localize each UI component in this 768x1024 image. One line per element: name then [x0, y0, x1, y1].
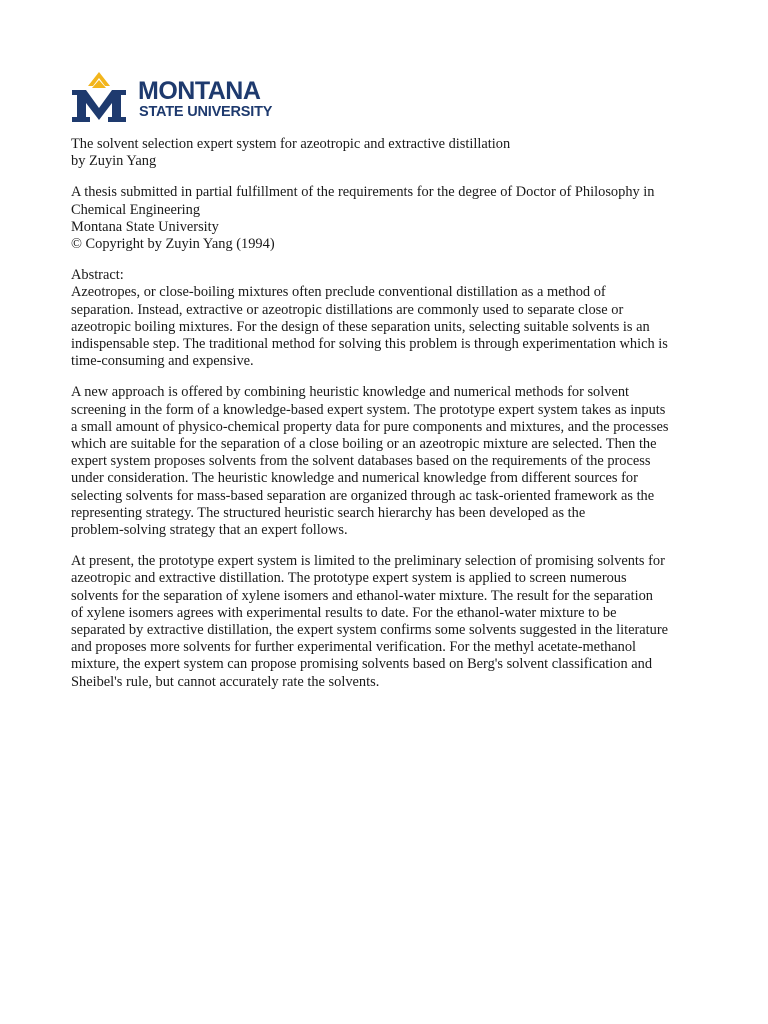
thesis-info-line: A thesis submitted in partial fulfillment of the requirements for the degree of Doctor of Philosophy in [71, 184, 655, 201]
thesis-info-line: Montana State University [71, 218, 219, 235]
abstract-line: which are suitable for the separation of a close boiling or an azeotropic mixture are selected. Then the [71, 436, 657, 453]
thesis-info-line: Chemical Engineering [71, 201, 201, 218]
logo-wordmark-montana: MONTANA [138, 77, 261, 105]
abstract-line: time-consuming and expensive. [71, 353, 254, 370]
abstract-line: indispensable step. The traditional method for solving this problem is through experimentation which is [71, 336, 668, 353]
thesis-title: The solvent selection expert system for azeotropic and extractive distillation [71, 136, 511, 152]
abstract-line: At present, the prototype expert system is limited to the preliminary selection of promising solvents for [71, 553, 665, 570]
abstract-line: of xylene isomers agrees with experimental results to date. For the ethanol-water mixture to be [71, 604, 617, 621]
abstract-paragraph-2 [71, 384, 701, 539]
abstract-line: Sheibel's rule, but cannot accurately rate the solvents. [71, 673, 380, 690]
abstract-line: problem-solving strategy that an expert follows. [71, 522, 348, 539]
abstract-line: solvents for the separation of xylene isomers and ethanol-water mixture. The result for the separation [71, 587, 653, 604]
thesis-copyright: © Copyright by Zuyin Yang (1994) [71, 236, 275, 253]
abstract-line: A new approach is offered by combining heuristic knowledge and numerical methods for solvent [71, 384, 630, 401]
abstract-line: Azeotropes, or close-boiling mixtures often preclude conventional distillation as a method of [71, 284, 606, 301]
abstract-line: separation. Instead, extractive or azeotropic distillations are commonly used to separate close or [71, 301, 624, 318]
abstract-line: azeotropic boiling mixtures. For the design of these separation units, selecting suitable solvents is an [71, 318, 650, 335]
university-logo [70, 72, 273, 124]
abstract-line: a small amount of physico-chemical property data for pure components and mixtures, and the processes [71, 418, 669, 435]
abstract-line: representing strategy. The structured heuristic search hierarchy has been developed as the [71, 504, 586, 521]
abstract-line: and proposes more solvents for further experimental verification. For the methyl acetate-methanol [71, 639, 637, 656]
thesis-info-block [71, 184, 701, 253]
abstract-line: selecting solvents for mass-based separation are organized through ac task-oriented framework as the [71, 487, 655, 504]
abstract-label: Abstract: [71, 267, 124, 284]
abstract-line: separated by extractive distillation, the expert system confirms some solvents suggested in the literature [71, 622, 669, 639]
abstract-paragraph-1 [71, 267, 701, 370]
abstract-line: under consideration. The heuristic knowledge and numerical knowledge from different sources for [71, 470, 638, 487]
abstract-line: mixture, the expert system can propose promising solvents based on Berg's solvent classification and [71, 656, 653, 673]
montana-m-logo-icon [70, 72, 128, 124]
document-body [71, 136, 701, 705]
abstract-line: azeotropic and extractive distillation. The prototype expert system is applied to screen numerous [71, 570, 627, 587]
title-block [71, 136, 701, 170]
abstract-paragraph-3 [71, 553, 701, 691]
thesis-author: by Zuyin Yang [71, 153, 157, 170]
abstract-line: screening in the form of a knowledge-based expert system. The prototype expert system takes as inputs [71, 401, 666, 418]
abstract-line: expert system proposes solvents from the solvent databases based on the requirements of the process [71, 453, 651, 470]
logo-wordmark-state-university: STATE UNIVERSITY [139, 104, 273, 120]
